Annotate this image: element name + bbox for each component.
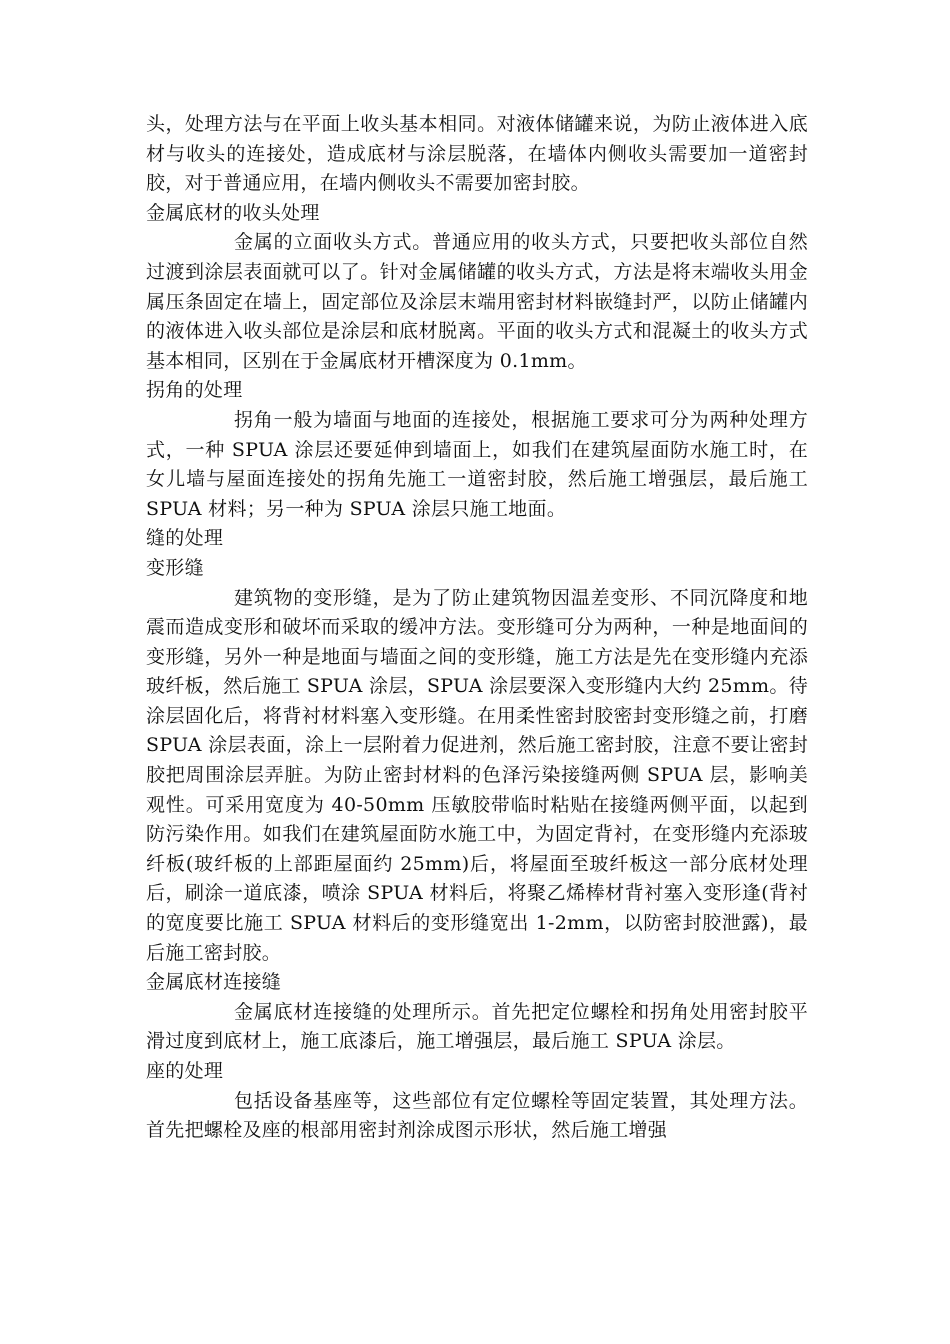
section-heading-joint-treatment: 缝的处理: [146, 527, 224, 550]
section-heading-metal-edge-treatment: 金属底材的收头处理: [146, 201, 320, 224]
paragraph-metal-edge-treatment: 金属的立面收头方式。普通应用的收头方式，只要把收头部位自然过渡到涂层表面就可以了。针对金属储罐的收头方式，方法是将末端收头用金属压条固定在墙上，固定部位及涂层末端用密封材料嵌缝封严，以防止储罐内的液体进入收头部位是涂层和底材脱离。平面的收头方式和混凝土的收头方式基本相同，区别在于金属底材开槽深度为 0.1mm。: [146, 231, 808, 372]
document-page: [146, 110, 808, 1146]
paragraph-expansion-joint: 建筑物的变形缝，是为了防止建筑物因温差变形、不同沉降度和地震而造成变形和破坏而采取的缓冲方法。变形缝可分为两种，一种是地面间的变形缝，另外一种是地面与墙面之间的变形缝，施工方法是先在变形缝内充添玻纤板，然后施工 SPUA 涂层，SPUA 涂层要深入变形缝内大约 25mm。待涂层固化后，将背衬材料塞入变形缝。在用柔性密封胶密封变形缝之前，打磨 SPUA 涂层表面，涂上一层附着力促进剂，然后施工密封胶，注意不要让密封胶把周围涂层弄脏。为防止密封材料的色泽污染接缝两侧 SPUA 层，影响美观性。可采用宽度为 40-50mm 压敏胶带临时粘贴在接缝两侧平面，以起到防污染作用。如我们在建筑屋面防水施工中，为固定背衬，在变形缝内充添玻纤板(玻纤板的上部距屋面约 25mm)后，将屋面至玻纤板这一部分底材处理后，刷涂一道底漆，喷涂 SPUA 材料后，将聚乙烯棒材背衬塞入变形逢(背衬的宽度要比施工 SPUA 材料后的变形缝宽出 1-2mm，以防密封胶泄露)，最后施工密封胶。: [146, 586, 808, 964]
section-heading-base-treatment: 座的处理: [146, 1060, 224, 1082]
paragraph-corner-treatment: 拐角一般为墙面与地面的连接处，根据施工要求可分为两种处理方式，一种 SPUA 涂层还要延伸到墙面上，如我们在建筑屋面防水施工时，在女儿墙与屋面连接处的拐角先施工一道密封胶，然后施工增强层，最后施工 SPUA 材料；另一种为 SPUA 涂层只施工地面。: [146, 408, 808, 520]
section-heading-metal-joint: 金属底材连接缝: [146, 971, 282, 994]
section-heading-expansion-joint: 变形缝: [146, 556, 204, 579]
paragraph-base-treatment: 包括设备基座等，这些部位有定位螺栓等固定装置，其处理方法。首先把螺栓及座的根部用密封剂涂成图示形状，然后施工增强: [146, 1089, 808, 1142]
section-heading-corner-treatment: 拐角的处理: [146, 379, 243, 402]
paragraph-metal-joint: 金属底材连接缝的处理所示。首先把定位螺栓和拐角处用密封胶平滑过度到底材上，施工底漆后，施工增强层，最后施工 SPUA 涂层。: [146, 1000, 808, 1053]
paragraph-continuation: 头，处理方法与在平面上收头基本相同。对液体储罐来说，为防止液体进入底材与收头的连接处，造成底材与涂层脱落，在墙体内侧收头需要加一道密封胶，对于普通应用，在墙内侧收头不需要加密封胶。: [146, 113, 808, 195]
